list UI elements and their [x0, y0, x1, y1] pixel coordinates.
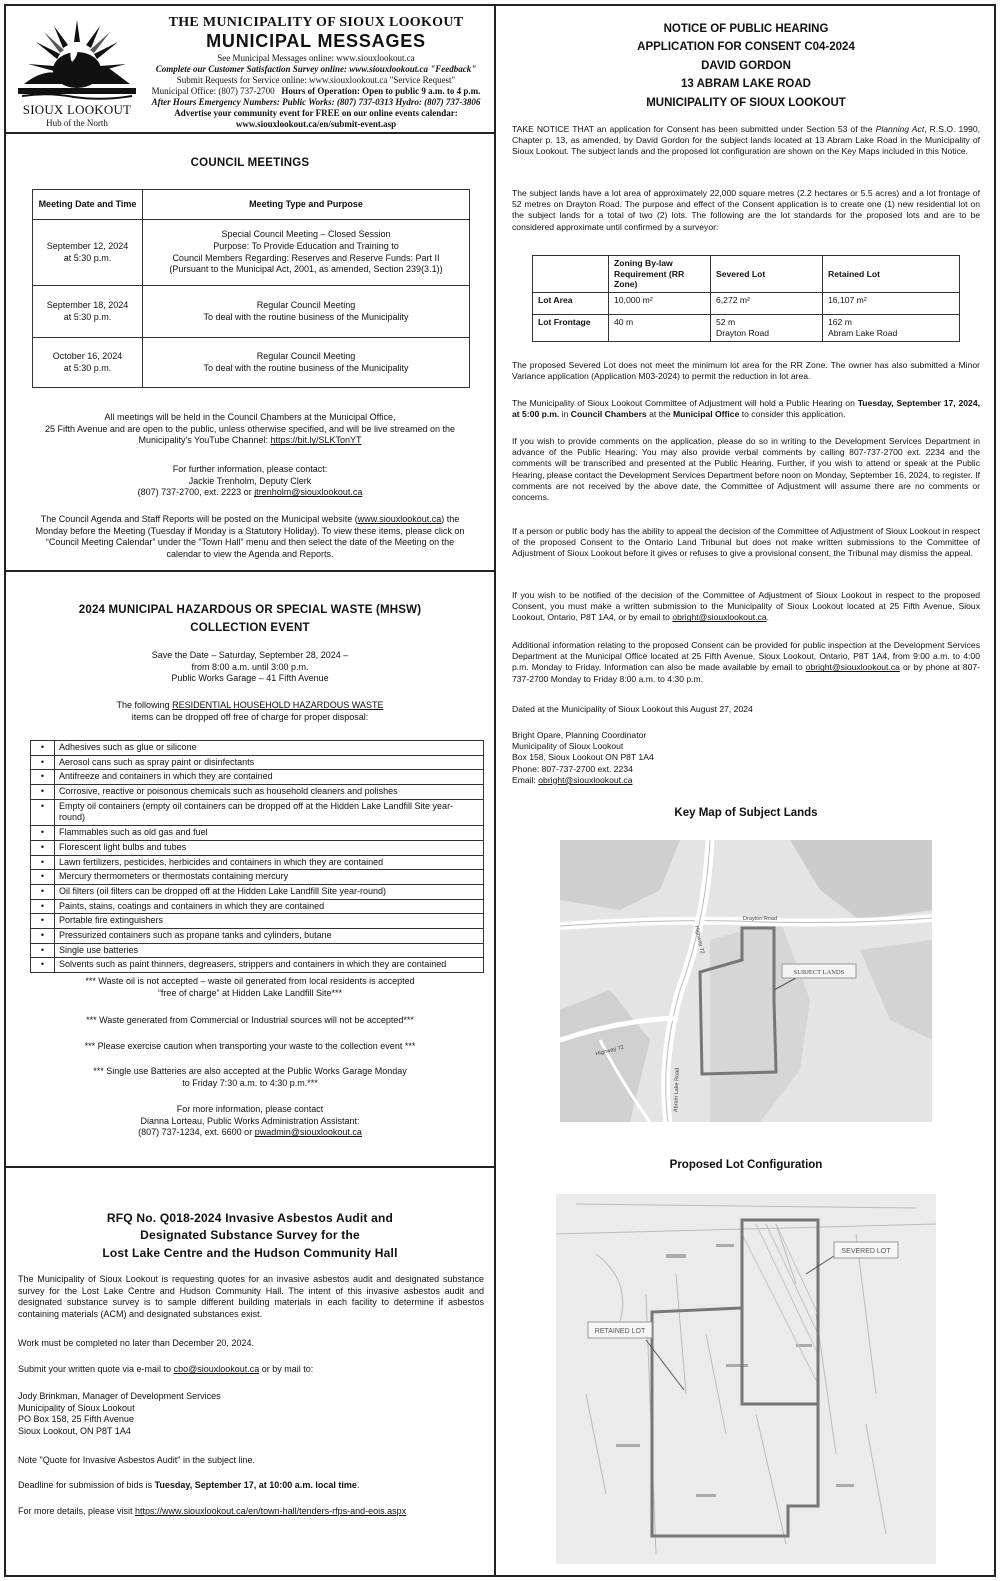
list-item [31, 928, 484, 943]
obright-email-link[interactable]: obright@siouxlookout.ca [538, 774, 633, 785]
meeting-date-cell [33, 286, 143, 338]
mhsw-intro [16, 700, 484, 723]
meeting-type: Regular Council Meeting [256, 299, 356, 310]
masthead-text [142, 16, 490, 130]
header-type: Meeting Type and Purpose [143, 190, 470, 220]
meeting-time: at 5:30 p.m. [63, 311, 112, 322]
table-cell: 52 m Drayton Road [711, 315, 823, 341]
note-line: 25 Fifth Avenue and are open to the public, unless otherwise specified, and will be live streamed on the [44, 423, 456, 434]
address-line: Municipality of Sioux Lookout [18, 1402, 135, 1413]
warning-line: *** Waste oil is not accepted – waste oil generated from local residents is accepted [85, 976, 415, 986]
rfq-text: Submit your written quote via e-mail to [18, 1364, 174, 1374]
masthead-subtitle: MUNICIPAL MESSAGES [206, 30, 426, 51]
waste-item-text: Empty oil containers (empty oil containers can be dropped off at the Hidden Lake Landfill Site year-round) [55, 799, 484, 825]
notice-text: in [559, 409, 571, 420]
council-meetings-table [32, 189, 470, 388]
masthead-title: THE MUNICIPALITY OF SIOUX LOOKOUT [168, 15, 464, 30]
agenda-note [16, 514, 484, 561]
sunburst-island-logo-icon [14, 12, 140, 104]
table-row [33, 286, 470, 338]
waste-item-text: Antifreeze and containers in which they are contained [55, 770, 484, 785]
waste-warning-transport [16, 1041, 484, 1053]
list-item [31, 943, 484, 958]
pwadmin-email-link[interactable]: pwadmin@siouxlookout.ca [254, 1127, 362, 1138]
waste-item-text: Aerosol cans such as spray paint or disinfectants [55, 755, 484, 770]
waste-item-text: Portable fire extinguishers [55, 914, 484, 929]
obright-email-link[interactable]: obright@siouxlookout.ca [805, 662, 900, 673]
meeting-date-cell [33, 220, 143, 286]
bullet-icon: • [31, 958, 55, 973]
meeting-purpose: To deal with the routine business of the Municipality [203, 362, 409, 373]
list-item [31, 840, 484, 855]
mhsw-title-line: COLLECTION EVENT [190, 621, 310, 634]
rfq-text: or by mail to: [259, 1364, 314, 1374]
waste-item-text: Mercury thermometers or thermostats containing mercury [55, 870, 484, 885]
signature-line: Phone: 807-737-2700 ext. 2234 [512, 763, 633, 774]
row-label: Lot Frontage [533, 315, 609, 341]
header-severed: Severed Lot [711, 256, 823, 293]
notice-heading-line: 13 ABRAM LAKE ROAD [681, 78, 811, 91]
notice-public-hearing [512, 398, 980, 420]
note-line [16, 435, 484, 447]
rfq-text: For more details, please visit [18, 1506, 136, 1516]
mhsw-title-line: 2024 MUNICIPAL HAZARDOUS OR SPECIAL WASTE (MHSW) [78, 604, 422, 616]
waste-warning-batteries [16, 1066, 484, 1089]
bullet-icon: • [31, 826, 55, 841]
list-item [31, 770, 484, 785]
bullet-icon: • [31, 914, 55, 929]
notice-decision [512, 590, 980, 624]
signature-line [512, 775, 980, 786]
meeting-type: Regular Council Meeting [256, 350, 356, 361]
bullet-icon: • [31, 899, 55, 914]
rfq-text: . [356, 1480, 360, 1490]
masthead-line-emergency: After Hours Emergency Numbers: Public Works: (807) 737-0313 Hydro: (807) 737-3806 [151, 97, 481, 108]
municipal-website-link[interactable]: www.siouxlookout.ca [357, 514, 442, 524]
agenda-line: “Council Meeting Calendar” under the “Town Hall” menu and then select the date of the Meeting on the [45, 537, 455, 548]
residential-waste-heading: RESIDENTIAL HOUSEHOLD HAZARDOUS WASTE [172, 700, 384, 710]
row-label: Lot Area [533, 293, 609, 315]
notice-signature [512, 730, 980, 786]
waste-item-text: Oil filters (oil filters can be dropped off at the Hidden Lake Landfill Site year-round) [55, 884, 484, 899]
warning-line: to Friday 7:30 a.m. to 4:30 p.m.*** [182, 1077, 318, 1088]
meeting-type-cell [143, 338, 470, 388]
office-hours: Hours of Operation: Open to public 9 a.m. to 4 p.m. [281, 86, 481, 97]
contact-name: Dianna Lorteau, Public Works Administration Assistant: [140, 1115, 360, 1126]
address-line: Jody Brinkman, Manager of Development Services [18, 1391, 221, 1401]
table-cell: 162 m Abram Lake Road [823, 315, 960, 341]
notice-heading-line: NOTICE OF PUBLIC HEARING [663, 23, 829, 35]
list-item [31, 958, 484, 973]
rfq-text: Deadline for submission of bids is [18, 1480, 155, 1490]
left-column [6, 6, 496, 1575]
keymap-road-drayton: Drayton Road [743, 916, 777, 922]
contact-email-link[interactable]: jtrenholm@siouxlookout.ca [254, 487, 363, 498]
list-item [31, 914, 484, 929]
right-column [498, 6, 994, 1575]
masthead-line-survey: Complete our Customer Satisfaction Survey online: www.siouxlookout.ca "Feedback" [155, 64, 477, 75]
intro-line: items can be dropped off free of charge for proper disposal: [131, 711, 369, 722]
notice-heading [498, 20, 994, 112]
tenders-page-link[interactable]: https://www.siouxlookout.ca/en/town-hall/tenders-rfps-and-eois.aspx [135, 1506, 407, 1516]
intro-line [16, 700, 484, 712]
bullet-icon: • [31, 755, 55, 770]
bullet-icon: • [31, 799, 55, 825]
bid-deadline-date: Tuesday, September 17, at 10:00 a.m. local time [154, 1480, 357, 1490]
keymap-road-highway-lower: Highway 72 [595, 1044, 625, 1058]
hearing-building: Municipal Office [672, 409, 740, 420]
list-item [31, 785, 484, 800]
notice-subject-lands: The subject lands have a lot area of approximately 22,000 square metres (2.2 hectares or 5.5 acres) and a lot frontage of 52 metres on Drayton Road. The purpose and effect of the Consent application is to create one (1) new residential lot on the subject lands for a total of two (2) lots. The following are the lot standards for the proposed lots and are to be considered approximate until confirmed by a surveyor: [512, 188, 980, 232]
contact-phone: (807) 737-1234, ext. 6600 or [138, 1127, 255, 1138]
rfq-submit-paragraph [18, 1364, 484, 1376]
meeting-date: October 16, 2024 [52, 350, 123, 361]
contact-intro: For more information, please contact [176, 1104, 324, 1114]
notice-text: TAKE NOTICE THAT an application for Consent has been submitted under Section 53 of the [512, 124, 876, 134]
event-date: Save the Date – Saturday, September 28, 2024 – [151, 650, 349, 660]
notice-text: at the [646, 409, 673, 420]
retained-lot-label: RETAINED LOT [594, 1328, 646, 1335]
meeting-location-note [16, 412, 484, 447]
cbo-email-link[interactable]: cbo@siouxlookout.ca [173, 1364, 260, 1374]
signature-text: Email: [512, 774, 539, 785]
bullet-icon: • [31, 928, 55, 943]
bullet-icon: • [31, 884, 55, 899]
list-item [31, 755, 484, 770]
rfq-deadline-work: Work must be completed no later than December 20, 2024. [18, 1338, 254, 1348]
bullet-icon: • [31, 785, 55, 800]
notice-dated: Dated at the Municipality of Sioux Lookout this August 27, 2024 [512, 704, 753, 714]
address-line: PO Box 158, 25 Fifth Avenue [18, 1414, 134, 1425]
rfq-title-line: Lost Lake Centre and the Hudson Community Hall [102, 1245, 398, 1260]
contact-line [16, 1127, 484, 1139]
notice-take-notice [512, 124, 980, 158]
rfq-bid-deadline [18, 1480, 484, 1492]
bullet-icon: • [31, 855, 55, 870]
newspaper-page [4, 4, 996, 1577]
mhsw-contact [16, 1104, 484, 1139]
bullet-icon: • [31, 870, 55, 885]
meeting-date-cell [33, 338, 143, 388]
bullet-icon: • [31, 840, 55, 855]
list-item [31, 884, 484, 899]
waste-item-text: Flammables such as old gas and fuel [55, 826, 484, 841]
contact-intro: For further information, please contact: [172, 464, 328, 474]
office-phone: Municipal Office: (807) 737-2700 [151, 86, 275, 97]
lot-standards-table [532, 255, 960, 342]
warning-line: *** Waste generated from Commercial or Industrial sources will not be accepted*** [86, 1015, 414, 1025]
agenda-line [16, 514, 484, 526]
note-line: All meetings will be held in the Council Chambers at the Municipal Office, [104, 412, 396, 422]
contact-line [16, 487, 484, 499]
mhsw-section [6, 574, 494, 1168]
meeting-type-cell [143, 220, 470, 286]
waste-item-text: Florescent light bulbs and tubes [55, 840, 484, 855]
meeting-date: September 18, 2024 [46, 299, 129, 310]
notice-appeal: If a person or public body has the ability to appeal the decision of the Committee of Adjustment of Sioux Lookout in respect of the proposed Consent to the Ontario Land Tribunal but does not make written submissions to the Committee of Adjustment of Sioux Lookout before it gives or refuses to give a provisional consent, the Tribunal may dismiss the appeal. [512, 526, 980, 559]
notice-text: Additional information relating to the proposed Consent can be provided for public inspection at the Development Services Department at the Municipal Office located at 25 Fifth Avenue, Sioux Lookout, Ontario, P8T 1A4, from 9:00 a.m. to 4:00 p.m. Monday to Friday. Information can also be made available by email to [512, 640, 980, 673]
notice-text: , R.S.O. 1990, Chapter p. 13, as amended, by David Gordon for the subject lands located at 13 Abram Lake Road in the Municipality of Sioux Lookout. The subject lands and the proposed lot configuration are shown on the Key Maps included in this Notice. [512, 124, 980, 157]
signature-line: Bright Opare, Planning Coordinator [512, 730, 647, 740]
contact-phone: (807) 737-2700, ext. 2223 or [137, 487, 255, 498]
table-cell: 40 m [609, 315, 711, 341]
notice-text: If you wish to be notified of the decision of the Committee of Adjustment of Sioux Lookout in respect to the proposed Consent, you must make a written submission to the Municipality of Sioux Lookout located at 25 Fifth Avenue, Sioux Lookout, Ontario, P8T 1A4, or by email to [512, 590, 980, 623]
agenda-text: The Council Agenda and Staff Reports will be posted on the Municipal website ( [40, 514, 358, 524]
rfq-mailing-address [18, 1391, 484, 1438]
header-zoning: Zoning By-law Requirement (RR Zone) [609, 256, 711, 293]
key-map-title: Key Map of Subject Lands [674, 807, 818, 819]
notice-additional-info [512, 640, 980, 685]
bullet-icon: • [31, 770, 55, 785]
masthead-line-service: Submit Requests for Service online: www.siouxlookout.ca "Service Request" [176, 75, 456, 86]
notice-text: . [766, 612, 769, 623]
meeting-purpose: (Pursuant to the Municipal Act, 2001, as amended, Section 239(3.1)) [169, 264, 443, 275]
lot-config-title: Proposed Lot Configuration [669, 1159, 823, 1171]
notice-heading-line: APPLICATION FOR CONSENT C04-2024 [637, 41, 855, 54]
list-item [31, 741, 484, 756]
council-meetings-section [6, 136, 494, 572]
address-line: Sioux Lookout, ON P8T 1A4 [18, 1426, 131, 1437]
rfq-intro-paragraph: The Municipality of Sioux Lookout is requesting quotes for an invasive asbestos audit and designated substance survey for the Lost Lake Centre and Hudson Community Hall. The intent of this invasive asbestos audit and designated substance survey is to sample different building materials in each facility to determine if asbestos containing materials (ACM) and designated substances exist. [18, 1274, 484, 1320]
logo-name: SIOUX LOOKOUT [22, 102, 132, 117]
masthead-line-office [142, 86, 490, 97]
masthead-line-events-url: www.siouxlookout.ca/en/submit-event.asp [235, 119, 397, 130]
rfq-subject-note: Note "Quote for Invasive Asbestos Audit" in the subject line. [18, 1455, 256, 1465]
notice-text: The Municipality of Sioux Lookout Committee of Adjustment will hold a Public Hearing on [512, 398, 858, 408]
meeting-type-cell [143, 286, 470, 338]
warning-line: *** Single use Batteries are also accepted at the Public Works Garage Monday [93, 1066, 407, 1076]
notice-text: to consider this application. [739, 409, 846, 420]
youtube-channel-link[interactable]: https://bit.ly/SLKTonYT [270, 435, 362, 446]
waste-item-text: Paints, stains, coatings and containers in which they are contained [55, 899, 484, 914]
table-cell: 16,107 m² [823, 293, 960, 315]
council-meetings-title: COUNCIL MEETINGS [190, 157, 310, 169]
masthead [6, 6, 494, 134]
list-item [31, 870, 484, 885]
agenda-text: ) the [441, 514, 460, 524]
notice-severed-lot: The proposed Severed Lot does not meet the minimum lot area for the RR Zone. The owner has also submitted a Minor Variance application (Application M03-2024) to permit the reduction in lot area. [512, 360, 980, 382]
table-row [33, 220, 470, 286]
contact-name: Jackie Trenholm, Deputy Clerk [188, 475, 312, 486]
waste-item-text: Solvents such as paint thinners, degreasers, strippers and containers in which they are contained [55, 958, 484, 973]
table-cell: 10,000 m² [609, 293, 711, 315]
rfq-title-line: Designated Substance Survey for the [140, 1228, 360, 1243]
event-time: from 8:00 a.m. until 3:00 p.m. [191, 661, 309, 672]
obright-email-link[interactable]: obright@siouxlookout.ca [672, 612, 767, 623]
bullet-icon: • [31, 943, 55, 958]
keymap-road-abram: Abram Lake Road [673, 1067, 681, 1113]
table-row [33, 338, 470, 388]
notice-heading-line: DAVID GORDON [701, 59, 791, 72]
notice-heading-line: MUNICIPALITY OF SIOUX LOOKOUT [646, 96, 846, 109]
signature-line: Municipality of Sioux Lookout [512, 741, 624, 752]
bullet-icon: • [31, 741, 55, 756]
meeting-time: at 5:30 p.m. [63, 362, 112, 373]
meeting-date: September 12, 2024 [46, 240, 129, 251]
waste-item-text: Adhesives such as glue or silicone [55, 741, 484, 756]
agenda-line: Monday before the Meeting (Tuesday if Monday is a Statutory Holiday). To view these items, please click on [35, 525, 465, 536]
table-header-row [33, 190, 470, 220]
table-row [533, 293, 960, 315]
table-row [533, 315, 960, 341]
keymap-road-highway: Highway 72 [693, 925, 705, 955]
waste-warning-oil [16, 976, 484, 999]
waste-items-table [30, 740, 484, 973]
meeting-purpose: Council Members Regarding: Reserves and Reserve Funds: Part II [172, 252, 440, 263]
warning-line: “free of charge” at Hidden Lake Landfill Site*** [157, 987, 343, 998]
warning-line: *** Please exercise caution when transporting your waste to the collection event *** [84, 1041, 416, 1051]
meeting-type: Special Council Meeting – Closed Session [221, 229, 391, 240]
rfq-details [18, 1506, 484, 1518]
intro-text: The following [116, 700, 173, 710]
rfq-title [6, 1210, 494, 1262]
hearing-date: Tuesday, September 17, 2024, at 5:00 p.m. [512, 398, 980, 420]
rfq-title-line: RFQ No. Q018-2024 Invasive Asbestos Audit and [106, 1211, 394, 1225]
header-blank [533, 256, 609, 293]
notice-comments: If you wish to provide comments on the application, please do so in writing to the Development Services Department in advance of the Public Hearing. You may also provide verbal comments by calling 807-737-2700 ext. 2234 and the comments will be transcribed and presented at the Public Hearing. Further, if you wish to attend or speak at the Public Hearing, please contact the Development Services Department before noon on Monday, September 16, 2024, to register. If comments are not received by the above date, the Committee of Adjustment will assume there are no comments or concerns. [512, 436, 980, 502]
agenda-line: calendar to view the Agenda and Reports. [166, 549, 334, 560]
signature-line: Box 158, Sioux Lookout ON P8T 1A4 [512, 752, 654, 763]
mhsw-event-details [16, 650, 484, 685]
mhsw-title [6, 602, 494, 638]
table-cell: 6,272 m² [711, 293, 823, 315]
list-item [31, 855, 484, 870]
waste-item-text: Corrosive, reactive or poisonous chemicals such as household cleaners and polishes [55, 785, 484, 800]
severed-lot-label: SEVERED LOT [841, 1248, 891, 1255]
rfq-section [6, 1170, 494, 1575]
masthead-line-online: See Municipal Messages online: www.siouxlookout.ca [217, 53, 415, 64]
list-item [31, 899, 484, 914]
meeting-time: at 5:30 p.m. [63, 252, 112, 263]
masthead-line-advertise: Advertise your community event for FREE on our online events calendar: [174, 108, 458, 119]
planning-act: Planning Act [875, 124, 925, 134]
waste-item-text: Single use batteries [55, 943, 484, 958]
waste-item-text: Lawn fertilizers, pesticides, herbicides and containers in which they are contained [55, 855, 484, 870]
list-item [31, 799, 484, 825]
waste-warning-commercial [16, 1015, 484, 1027]
key-map-image [560, 840, 932, 1122]
event-location: Public Works Garage – 41 Fifth Avenue [171, 673, 329, 684]
hearing-room: Council Chambers [570, 409, 647, 420]
sioux-lookout-logo [14, 12, 140, 130]
logo-tagline: Hub of the North [46, 118, 108, 128]
lot-config-image [556, 1194, 936, 1564]
header-retained: Retained Lot [823, 256, 960, 293]
notice-text: or by phone at 807-737-2700 Monday to Friday 8:00 a.m. to 4:30 p.m. [512, 662, 980, 684]
note-text: Municipality's YouTube Channel: [138, 435, 271, 446]
keymap-subject-label: SUBJECT LANDS [793, 969, 845, 976]
meeting-purpose: To deal with the routine business of the Municipality [203, 311, 409, 322]
header-date: Meeting Date and Time [33, 190, 143, 220]
council-contact [16, 464, 484, 499]
waste-item-text: Pressurized containers such as propane tanks and cylinders, butane [55, 928, 484, 943]
meeting-purpose: Purpose: To Provide Education and Training to [213, 240, 399, 251]
table-header-row [533, 256, 960, 293]
list-item [31, 826, 484, 841]
